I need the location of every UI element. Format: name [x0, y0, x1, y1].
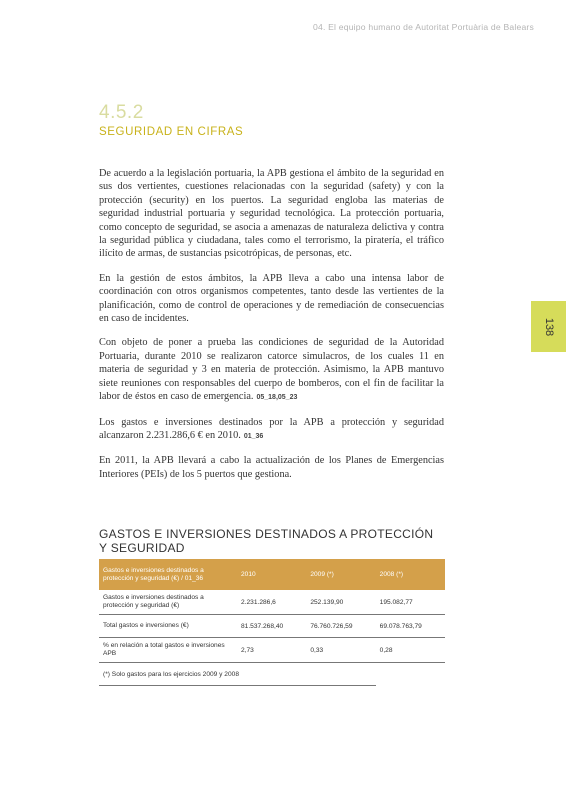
- paragraph: Con objeto de poner a prueba las condiciones de seguridad de la Autoridad Portuaria, durante 2010 se realizaron catorce simulacros, de los cuales 11 en materia de seguridad y 3 en materia de protección. Asimismo, la APB mantuvo siete reuniones con responsables del cuerpo de bomberos, con el fin de facilitar la labor de éstos en caso de emergencia. 05_18,05_23: [99, 337, 444, 403]
- paragraph: De acuerdo a la legislación portuaria, la APB gestiona el ámbito de la seguridad en sus dos vertientes, cuestiones relacionadas con la seguridad (safety) y con la protección (security) en los puertos. La seguridad engloba las materias de seguridad industrial portuaria y seguridad tecnológica. La protección portuaria, como concepto de seguridad, se asocia a amenazas de naturaleza delictiva y contra la seguridad pública y ciudadana, tales como el terrorismo, la piratería, el tráfico ilícito de armas, de sustancias psicotrópicas, de personas, etc.: [99, 168, 444, 260]
- running-header: 04. El equipo humano de Autoritat Portuària de Balears: [312, 22, 534, 32]
- page-number-tab: [531, 301, 566, 352]
- header-cell: 2010: [237, 559, 306, 590]
- header-cell: 2008 (*): [376, 559, 445, 590]
- security-expenses-table: [99, 559, 445, 686]
- table-cell: 69.078.763,79: [376, 615, 445, 638]
- table-header-row: [99, 559, 445, 590]
- table-cell: 2.231.286,6: [237, 590, 306, 615]
- section-number: 4.5.2: [99, 102, 144, 123]
- paragraph: En 2011, la APB llevará a cabo la actualización de los Planes de Emergencias Interiores (PEIs) de los 5 puertos que gestiona.: [99, 455, 444, 480]
- table-cell: 252.139,90: [306, 590, 375, 615]
- table-empty-cell: [376, 663, 445, 686]
- table-note-row: [99, 663, 445, 686]
- table-cell: 76.760.726,59: [306, 615, 375, 638]
- table-cell: 2,73: [237, 638, 306, 663]
- page-number: 138: [542, 317, 555, 336]
- table-cell: 0,33: [306, 638, 375, 663]
- table-cell: Gastos e inversiones destinados a protección y seguridad (€): [99, 590, 237, 615]
- body-text: [99, 167, 444, 492]
- section-title: SEGURIDAD EN CIFRAS: [99, 126, 244, 138]
- indicator-ref: 05_18,05_23: [256, 394, 298, 402]
- table-row: [99, 590, 445, 615]
- table-row: [99, 638, 445, 663]
- table-cell: 81.537.268,40: [237, 615, 306, 638]
- indicator-ref: 01_36: [243, 432, 264, 440]
- header-cell: 2009 (*): [306, 559, 375, 590]
- table-cell: 195.082,77: [376, 590, 445, 615]
- table-note: (*) Solo gastos para los ejercicios 2009 y 2008: [99, 663, 376, 686]
- paragraph: Los gastos e inversiones destinados por la APB a protección y seguridad alcanzaron 2.231.286,6 € en 2010. 01_36: [99, 416, 444, 441]
- table-title: GASTOS E INVERSIONES DESTINADOS A PROTECCIÓN Y SEGURIDAD: [99, 527, 434, 555]
- table-cell: Total gastos e inversiones (€): [99, 615, 237, 638]
- table-cell: 0,28: [376, 638, 445, 663]
- table-row: [99, 615, 445, 638]
- table-cell: % en relación a total gastos e inversiones APB: [99, 638, 237, 663]
- paragraph: En la gestión de estos ámbitos, la APB lleva a cabo una intensa labor de coordinación con otros organismos competentes, tanto desde las vertientes de la planificación, como de control de operaciones y de remediación de consecuencias en caso de incidentes.: [99, 272, 444, 325]
- header-cell: Gastos e inversiones destinados a protección y seguridad (€) / 01_36: [99, 559, 237, 590]
